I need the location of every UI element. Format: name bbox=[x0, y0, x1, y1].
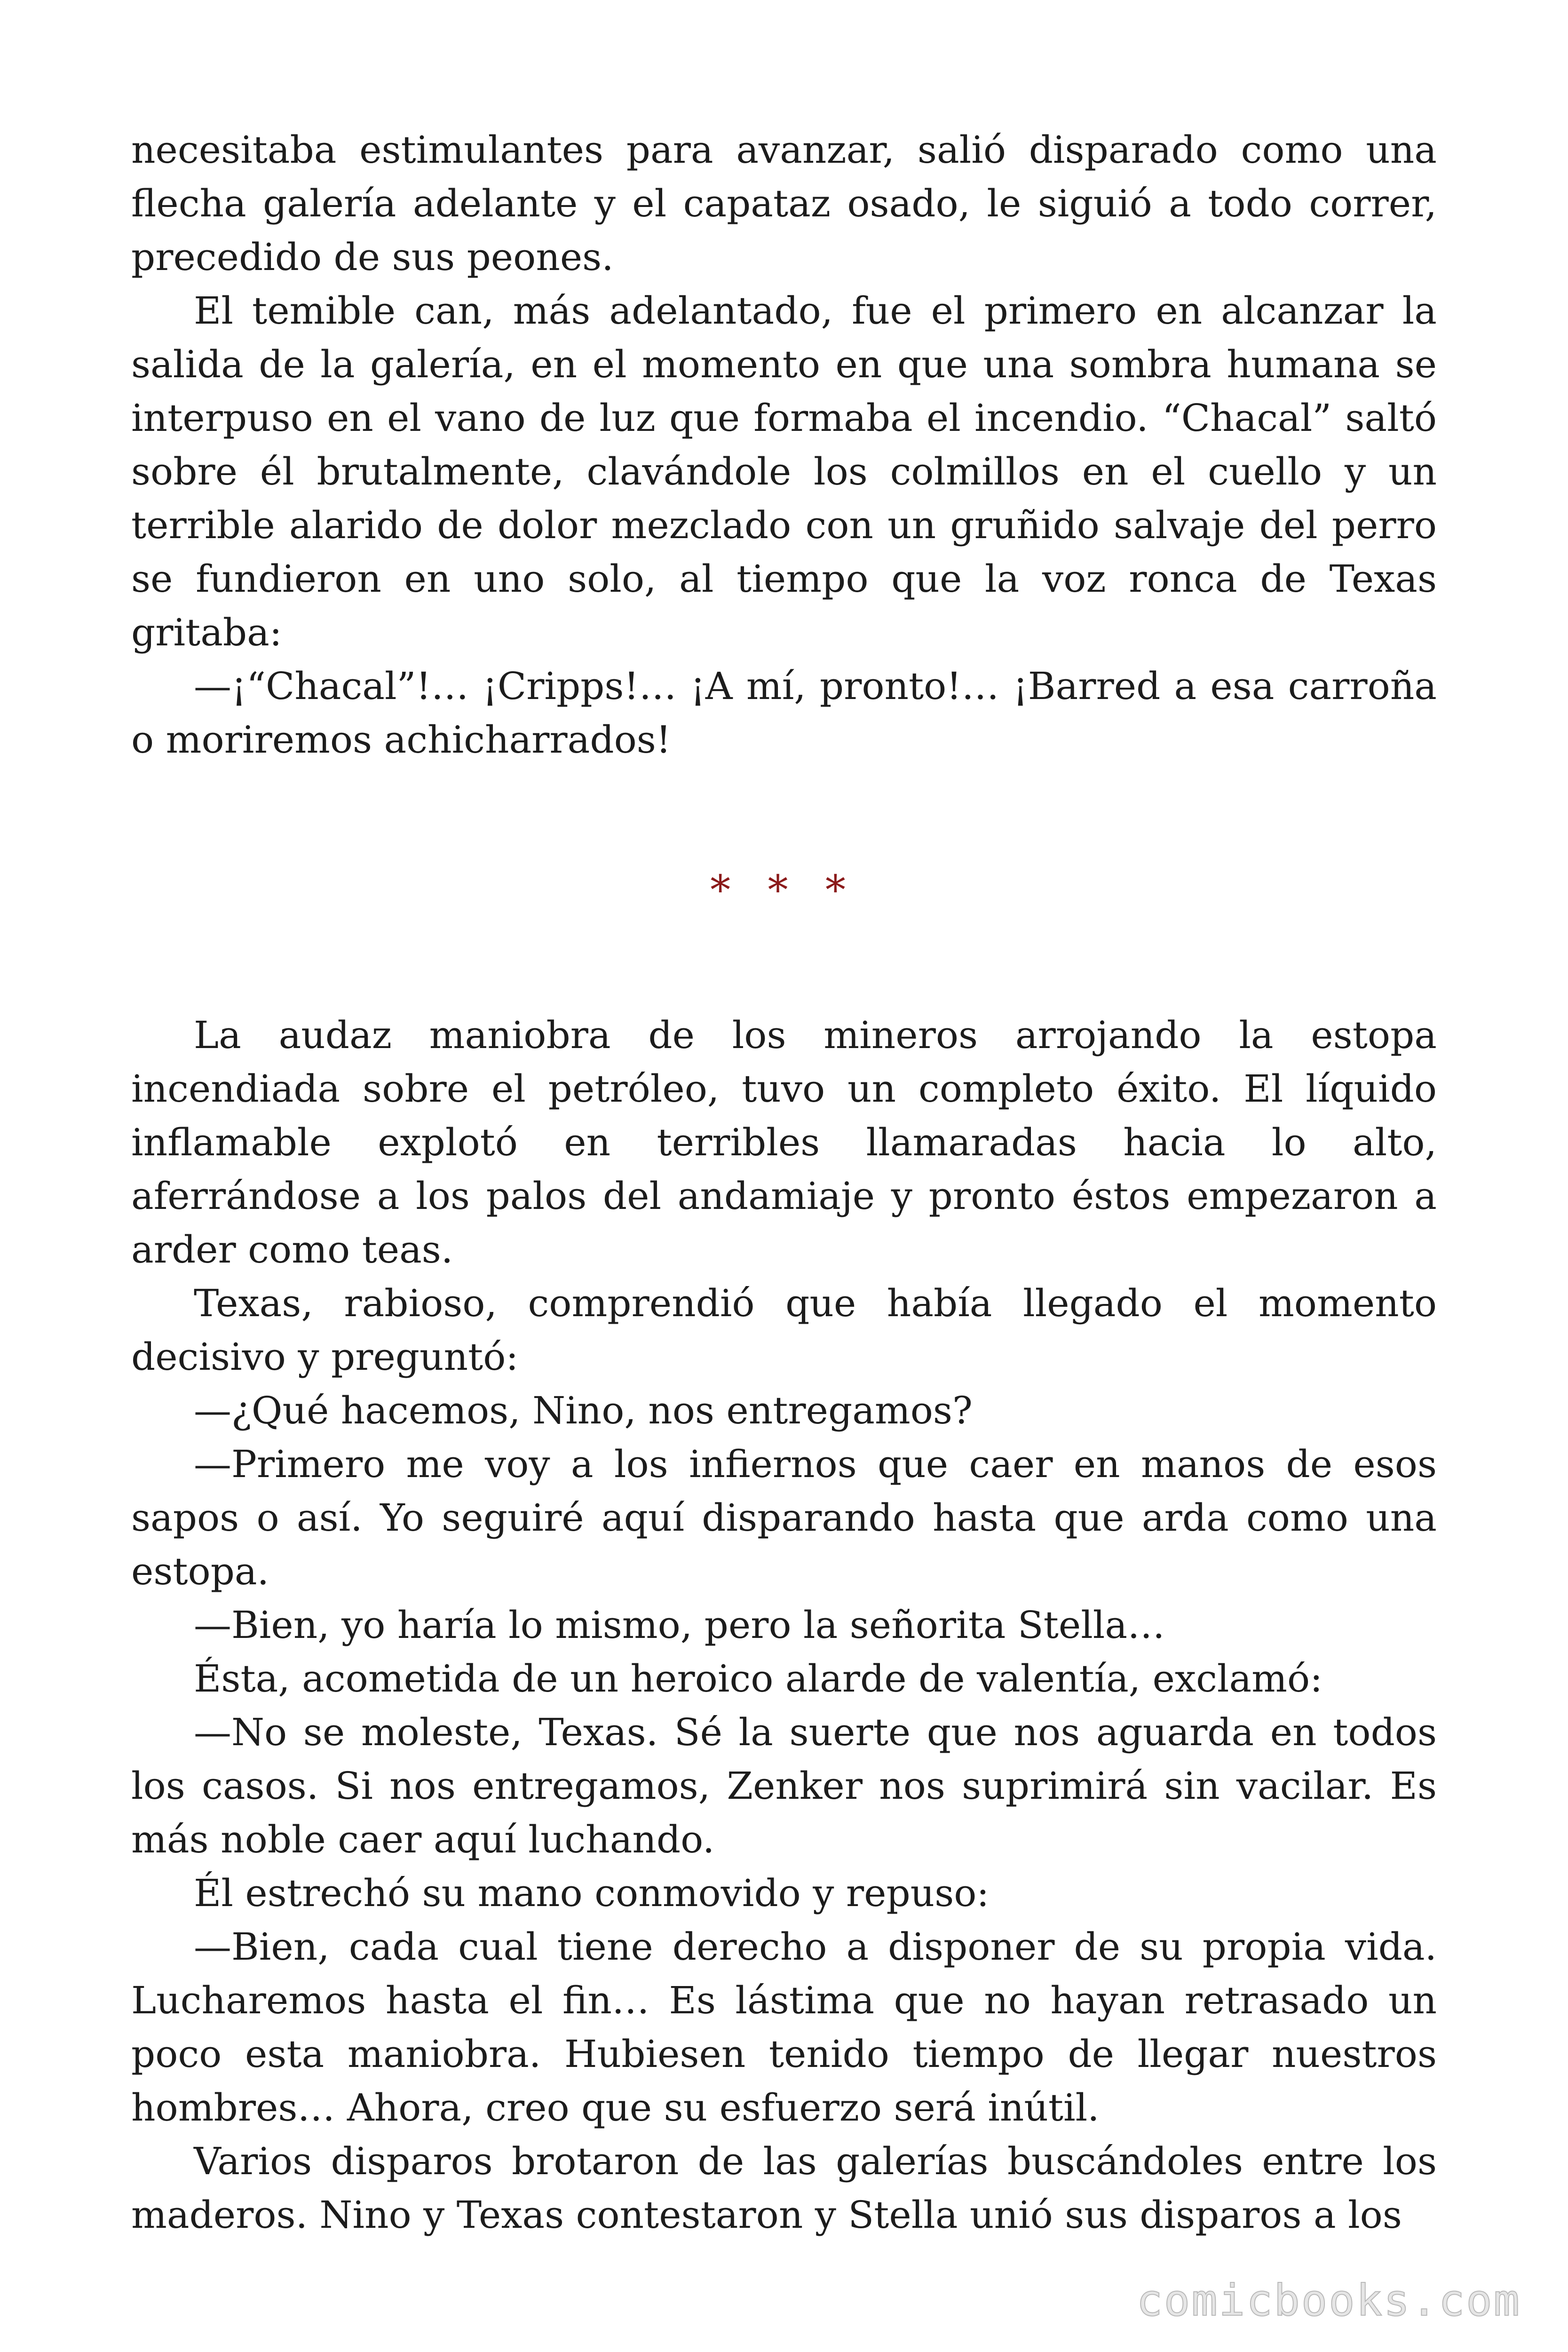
watermark: comicbooks.com bbox=[1136, 2275, 1521, 2326]
paragraph: Varios disparos brotaron de las galerías buscándoles entre los maderos. Nino y Texas contestaron y Stella unió sus disparos a los bbox=[131, 2139, 1437, 2237]
paragraph: necesitaba estimulantes para avanzar, salió disparado como una flecha galería adelante y el capataz osado, le siguió a todo correr, precedido de sus peones. bbox=[131, 128, 1437, 279]
paragraph: La audaz maniobra de los mineros arrojando la estopa incendiada sobre el petróleo, tuvo un completo éxito. El líquido inflamable explotó en terribles llamaradas hacia lo alto, aferrándose a los palos del andamiaje y pronto éstos empezaron a arder como teas. bbox=[131, 1013, 1437, 1271]
paragraph: Él estrechó su mano conmovido y repuso: bbox=[194, 1871, 990, 1915]
dialogue-paragraph: —¡“Chacal”!… ¡Cripps!… ¡A mí, pronto!… ¡Barred a esa carroña o moriremos achicharrados! bbox=[131, 664, 1437, 762]
dialogue-paragraph: —Primero me voy a los infiernos que caer en manos de esos sapos o así. Yo seguiré aquí disparando hasta que arda como una estopa. bbox=[131, 1442, 1437, 1593]
dialogue-paragraph: —¿Qué hacemos, Nino, nos entregamos? bbox=[194, 1389, 973, 1432]
dialogue-paragraph: —Bien, yo haría lo mismo, pero la señorita Stella… bbox=[194, 1603, 1165, 1647]
dialogue-paragraph: —No se moleste, Texas. Sé la suerte que nos aguarda en todos los casos. Si nos entregamos, Zenker nos suprimirá sin vacilar. Es más noble caer aquí luchando. bbox=[131, 1710, 1437, 1861]
dialogue-paragraph: —Bien, cada cual tiene derecho a disponer de su propia vida. Lucharemos hasta el fin… Es lástima que no hayan retrasado un poco esta maniobra. Hubiesen tenido tiempo de llegar nuestros hombres… Ahora, creo que su esfuerzo será inútil. bbox=[131, 1925, 1437, 2130]
section-break: * * * bbox=[710, 867, 858, 914]
paragraph: Ésta, acometida de un heroico alarde de valentía, exclamó: bbox=[194, 1657, 1323, 1700]
paragraph: El temible can, más adelantado, fue el primero en alcanzar la salida de la galería, en el momento en que una sombra humana se interpuso en el vano de luz que formaba el incendio. “Chacal” saltó sobre él brutalmente, clavándole los colmillos en el cuello y un terrible alarido de dolor mezclado con un gruñido salvaje del perro se fundieron en uno solo, al tiempo que la voz ronca de Texas gritaba: bbox=[131, 289, 1437, 654]
page-body bbox=[131, 123, 1437, 2242]
paragraph: Texas, rabioso, comprendió que había llegado el momento decisivo y preguntó: bbox=[131, 1281, 1437, 1379]
